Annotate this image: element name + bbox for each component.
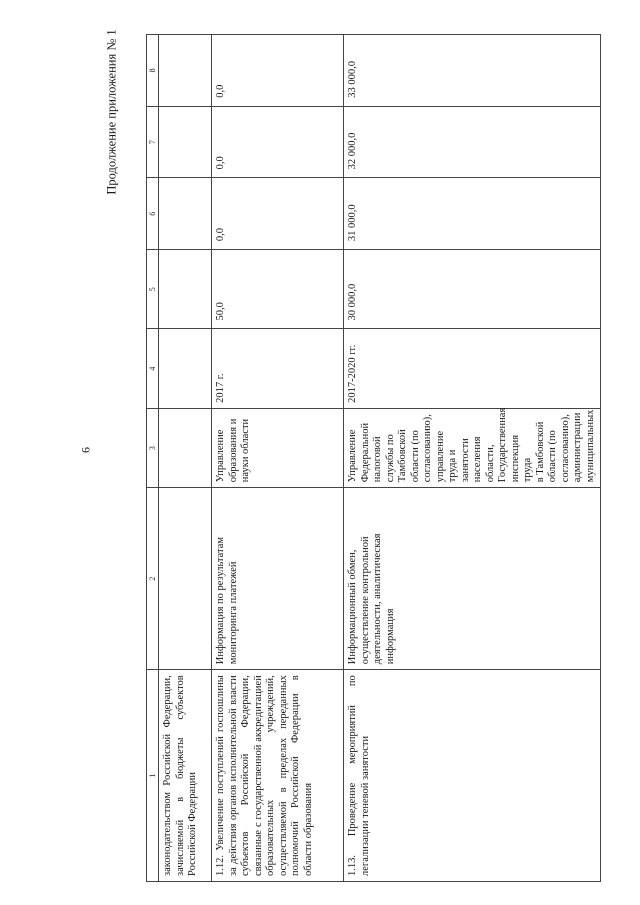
table-row [212, 35, 344, 882]
measure-cell: 1.13. Проведение мероприятий по легализации теневой занятости [344, 670, 601, 882]
header-col-6: 6 [147, 178, 159, 250]
value-col-7-cell: 32 000,0 [344, 106, 601, 178]
value-col-8-cell [159, 35, 212, 107]
rotated-table-container [146, 34, 596, 882]
responsible-cell: Управление образования и науки области [212, 408, 344, 487]
header-col-1: 1 [147, 670, 159, 882]
value-col-7-cell [159, 106, 212, 178]
measure-cell: законодательством Российской Федерации, зачисляемой в бюджеты субъектов Российской Федерации [159, 670, 212, 882]
table-row [344, 35, 601, 882]
header-col-7: 7 [147, 106, 159, 178]
appendix-continuation-note: Продолжение приложения № 1 [104, 29, 119, 195]
period-cell: 2017 г. [212, 329, 344, 408]
period-cell: 2017-2020 гг. [344, 329, 601, 408]
responsible-cell [159, 408, 212, 487]
header-col-2: 2 [147, 488, 159, 670]
value-col-6-cell: 31 000,0 [344, 178, 601, 250]
result-cell [159, 488, 212, 670]
table-header-row [147, 35, 159, 882]
value-col-8-cell: 0,0 [212, 35, 344, 107]
value-col-5-cell: 30 000,0 [344, 250, 601, 329]
value-col-6-cell [159, 178, 212, 250]
result-cell: Информация по результатам мониторинга платежей [212, 488, 344, 670]
value-col-6-cell: 0,0 [212, 178, 344, 250]
responsible-cell: Управление Федеральной налоговой службы по Тамбовской области (по согласованию), управление труда и занятости населения области, Государственная инспекция труда в Тамбовской области (по согласованию), администрации муниципальных [344, 408, 601, 487]
value-col-5-cell [159, 250, 212, 329]
table-row [159, 35, 212, 882]
value-col-5-cell: 50,0 [212, 250, 344, 329]
page-number: 6 [78, 447, 93, 453]
period-cell [159, 329, 212, 408]
measure-cell: 1.12. Увеличение поступлений госпошлины за действия органов исполнительной власти субъектов Российской Федерации, связанные с государственной аккредитацией образовательных учреждений, осуществляемой в пределах переданных полномочий Российской Федерации в области образования [212, 670, 344, 882]
header-col-8: 8 [147, 35, 159, 107]
value-col-7-cell: 0,0 [212, 106, 344, 178]
result-cell: Информационный обмен, осуществление контрольной деятельности, аналитическая информация [344, 488, 601, 670]
header-col-5: 5 [147, 250, 159, 329]
measures-table [146, 34, 601, 882]
header-col-4: 4 [147, 329, 159, 408]
value-col-8-cell: 33 000,0 [344, 35, 601, 107]
header-col-3: 3 [147, 408, 159, 487]
